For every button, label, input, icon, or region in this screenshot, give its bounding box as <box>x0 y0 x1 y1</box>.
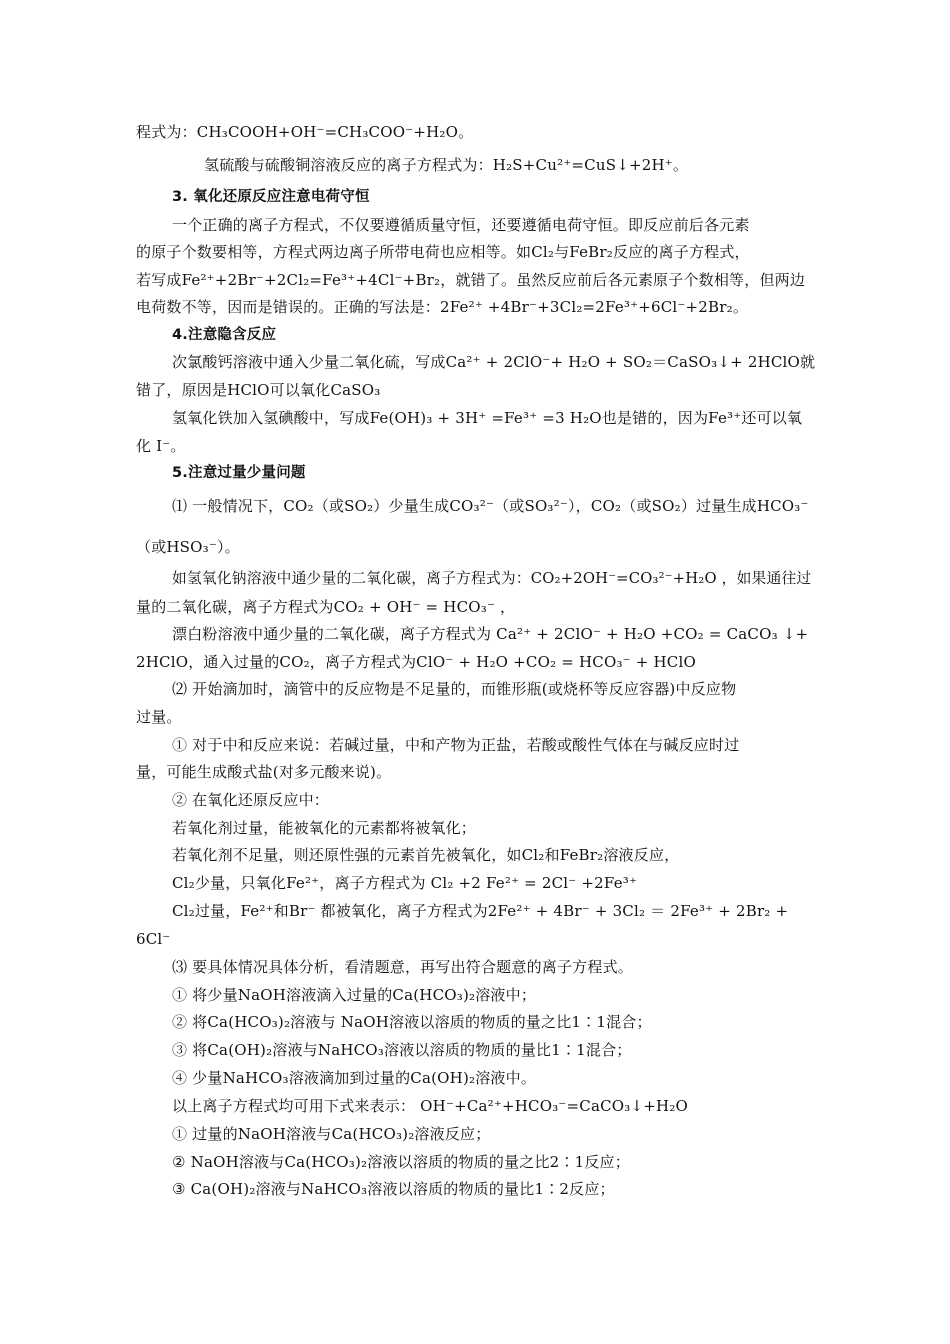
text-line: 电荷数不等，因而是错误的。正确的写法是：2Fe²⁺ +4Br⁻+3Cl₂=2Fe³⁺+6Cl⁻+2Br₂。 <box>136 298 749 316</box>
text-line: Cl₂少量，只氧化Fe²⁺，离子方程式为 Cl₂ +2 Fe²⁺ = 2Cl⁻ +2Fe³⁺ <box>172 874 638 892</box>
text-line: ⑶ 要具体情况具体分析，看清题意，再写出符合题意的离子方程式。 <box>172 958 633 976</box>
text-line: Cl₂过量，Fe²⁺和Br⁻ 都被氧化，离子方程式为2Fe²⁺ + 4Br⁻ + 3Cl₂ ＝ 2Fe³⁺ + 2Br₂ + <box>172 902 789 920</box>
text-line: ③ Ca(OH)₂溶液与NaHCO₃溶液以溶质的物质的量比1∶2反应； <box>172 1180 615 1198</box>
text-line: ② 将Ca(HCO₃)₂溶液与 NaOH溶液以溶质的物质的量之比1∶1混合； <box>172 1013 652 1031</box>
text-line: 的原子个数要相等，方程式两边离子所带电荷也应相等。如Cl₂与FeBr₂反应的离子方程式， <box>136 243 750 261</box>
text-line: 次氯酸钙溶液中通入少量二氧化硫，写成Ca²⁺ + 2ClO⁻+ H₂O + SO₂＝CaSO₃↓+ 2HClO就 <box>172 353 816 371</box>
text-line: 程式为：CH₃COOH+OH⁻=CH₃COO⁻+H₂O。 <box>136 123 474 141</box>
text-line: 若氧化剂不足量，则还原性强的元素首先被氧化，如Cl₂和FeBr₂溶液反应， <box>172 846 680 864</box>
text-line: 如氢氧化钠溶液中通少量的二氧化碳，离子方程式为：CO₂+2OH⁻=CO₃²⁻+H₂O ，如果通往过 <box>172 570 812 587</box>
text-line: 漂白粉溶液中通少量的二氧化碳，离子方程式为 Ca²⁺ + 2ClO⁻ + H₂O +CO₂ = CaCO₃ ↓+ <box>172 625 809 643</box>
text-line: ④ 少量NaHCO₃溶液滴加到过量的Ca(OH)₂溶液中。 <box>172 1069 537 1087</box>
text-line: ⑵ 开始滴加时，滴管中的反应物是不足量的，而锥形瓶(或烧杯等反应容器)中反应物 <box>172 680 737 698</box>
text-line: ① 对于中和反应来说：若碱过量，中和产物为正盐，若酸或酸性气体在与碱反应时过 <box>172 736 740 754</box>
text-line: ② 在氧化还原反应中： <box>172 791 329 809</box>
text-line: 若氧化剂过量，能被氧化的元素都将被氧化； <box>172 819 477 837</box>
text-line: 氢氧化铁加入氢碘酸中，写成Fe(OH)₃ + 3H⁺ =Fe³⁺ =3 H₂O也是错的，因为Fe³⁺还可以氧 <box>172 409 803 427</box>
text-line: 若写成Fe²⁺+2Br⁻+2Cl₂=Fe³⁺+4Cl⁻+Br₂，就错了。虽然反应前后各元素原子个数相等，但两边 <box>136 271 806 289</box>
text-line: 量的二氧化碳，离子方程式为CO₂ + OH⁻ = HCO₃⁻ ， <box>136 598 516 616</box>
text-line: 过量。 <box>136 708 182 726</box>
text-line: 化 I⁻。 <box>136 437 186 455</box>
text-line: ① 将少量NaOH溶液滴入过量的Ca(HCO₃)₂溶液中； <box>172 986 537 1004</box>
text-line: ③ 将Ca(OH)₂溶液与NaHCO₃溶液以溶质的物质的量比1∶1混合； <box>172 1041 632 1059</box>
text-line: ⑴ 一般情况下，CO₂（或SO₂）少量生成CO₃²⁻（或SO₃²⁻），CO₂（或SO₂）过量生成HCO₃⁻ <box>172 497 809 515</box>
text-line: 错了，原因是HClO可以氧化CaSO₃ <box>136 381 381 399</box>
text-line: （或HSO₃⁻）。 <box>136 538 240 556</box>
text-line: 一个正确的离子方程式，不仅要遵循质量守恒，还要遵循电荷守恒。即反应前后各元素 <box>172 216 750 234</box>
text-line: 量，可能生成酸式盐(对多元酸来说)。 <box>136 763 392 781</box>
text-line: 6Cl⁻ <box>136 930 171 948</box>
section-heading: 5.注意过量少量问题 <box>172 465 306 481</box>
text-line: ① 过量的NaOH溶液与Ca(HCO₃)₂溶液反应； <box>172 1125 491 1143</box>
text-line: 2HClO，通入过量的CO₂，离子方程式为ClO⁻ + H₂O +CO₂ = HCO₃⁻ + HClO <box>136 653 696 671</box>
section-heading: 4.注意隐含反应 <box>172 327 277 343</box>
text-line: 氢硫酸与硫酸铜溶液反应的离子方程式为：H₂S+Cu²⁺=CuS↓+2H⁺。 <box>204 156 689 174</box>
text-line: 以上离子方程式均可用下式来表示： OH⁻+Ca²⁺+HCO₃⁻=CaCO₃↓+H₂O <box>172 1097 689 1115</box>
section-heading: 3. 氧化还原反应注意电荷守恒 <box>172 189 370 205</box>
text-line: ② NaOH溶液与Ca(HCO₃)₂溶液以溶质的物质的量之比2∶1反应； <box>172 1153 630 1171</box>
